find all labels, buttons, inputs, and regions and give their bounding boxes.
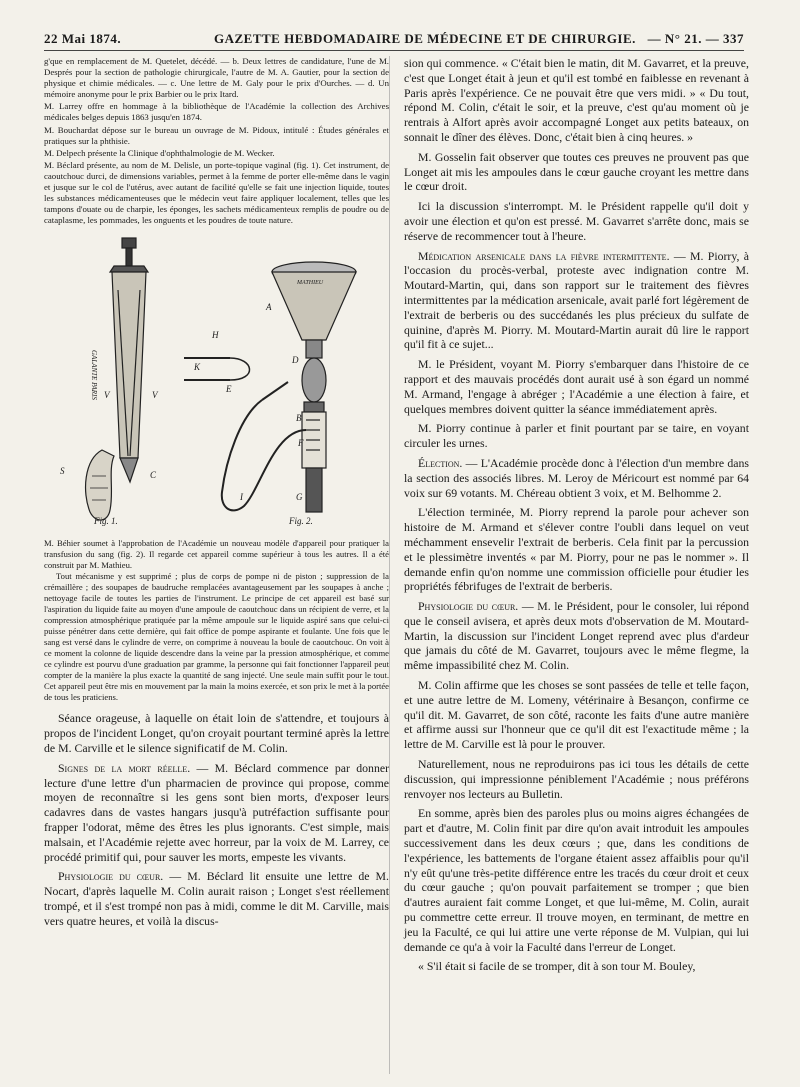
- paragraph-text: L'élection terminée, M. Piorry reprend la parole pour achever son histoire de M. Armand et s'élever contre l'oubli dans lequel on veut méchamment ensevelir l'extrait de berberis. Cela finit par la percussion et le plessimètre inventés « par M. Piorry, pour ne pas le nommer ». Il demande enfin qu'on nomme une commission officielle pour étudier les propriétés fébrifuges de l'extrait de berberis.: [404, 505, 749, 594]
- body-paragraph: [404, 757, 749, 801]
- fig2-label: Fig. 2.: [289, 516, 313, 527]
- left-column: [44, 56, 389, 934]
- letter-H: H: [212, 330, 219, 341]
- note-paragraph: M. Bouchardat dépose sur le bureau un ouvrage de M. Pidoux, intitulé : Études générales et pratiques sur la phthisie.: [44, 124, 389, 146]
- body-paragraph: [404, 249, 749, 353]
- header-issue: — N° 21. — 337: [647, 31, 744, 46]
- paragraph-text: — M. le Président, pour le consoler, lui répond que le conseil avisera, et après deux mots d'observation de M. Moutard-Martin, la discussion sur l'incident Longet reprend avec plus d'ardeur que jamais du côté de M. Gavarret, toujours avec le même flegme, la même impassibilité chez M. Colin.: [404, 599, 750, 673]
- column-divider: [389, 56, 390, 1074]
- paragraph-text: M. le Président, voyant M. Piorry s'embarquer dans l'histoire de ce rapport et des mauvais procédés dont aurait usé à son égard un nommé M. Armand, l'engage à abréger ; l'Académie a une élection à faire, et quelques membres doivent quitter la séance immédiatement après.: [404, 357, 749, 416]
- letter-G: G: [296, 492, 303, 503]
- paragraph-text: — L'Académie procède donc à l'élection d'un membre dans la section des associés libres. M. Leroy de Méricourt est nommé par 64 voix sur 69 votants. M. Chéreau obtient 3 voix, et M. Belhomme 2.: [404, 455, 749, 500]
- body-paragraph: [404, 456, 749, 500]
- body-paragraph: [404, 959, 749, 974]
- paragraph-text: M. Piorry continue à parler et finit pourtant par se taire, en voyant circuler les urnes.: [404, 421, 749, 451]
- header-title: GAZETTE HEBDOMADAIRE DE MÉDECINE ET DE CHIRURGIE.: [214, 31, 636, 46]
- left-top-notes: [44, 56, 389, 226]
- body-paragraph: [404, 505, 749, 594]
- paragraph-text: M. Colin affirme que les choses se sont passées de telle et telle façon, et une autre lettre de M. Lomeny, vétérinaire à Besançon, confirme ce qu'il dit. M. Gavarret, de son côté, raconte les faits d'une autre manière et affirme aussi sur l'honneur que ce qu'il dit est l'exactitude même ; la lettre de M. Carville est là pour le prouver.: [404, 678, 749, 752]
- body-paragraph: [404, 150, 749, 194]
- figure-engraving: [44, 230, 389, 532]
- body-paragraph: [44, 711, 389, 755]
- paragraph-text: « S'il était si facile de se tromper, dit à son tour M. Bouley,: [418, 959, 696, 974]
- header-date: 22 Mai 1874.: [44, 31, 122, 46]
- body-paragraph: [404, 421, 749, 451]
- body-paragraph: [44, 761, 389, 865]
- figure-caption: [44, 538, 389, 703]
- letter-D: D: [292, 355, 299, 366]
- note-paragraph: M. Béclard présente, au nom de M. Delisle, un porte-topique vaginal (fig. 1). Cet instrument, de caoutchouc durci, de dimensions variables, permet à la femme de porter elle-même dans le vagin et jusque sur le col de l'utérus, avec autant de facilité qu'elle se fait une injection liquide, toutes les substances médicamenteuses que le médecin veut faire appliquer localement, telles que les tampons d'ouate ou de charpie, les éponges, les sachets médicamenteux remplis de poudre ou de cataplasme, les pommades, les onguents et les poudres de toute nature.: [44, 159, 389, 226]
- letter-F: F: [298, 438, 304, 449]
- paragraph-text: En somme, après bien des paroles plus ou moins aigres échangées de part et d'autre, M. Colin finit par dire qu'on avait introduit les ampoules successivement dans les deux cœurs ; que, dans les conditions de l'expérience, les battements de l'organe étaient assez affaiblis pour qu'il n'y eût qu'une très-petite différence entre les tracés du cœur droit et ceux du cœur gauche ; qu'on pouvait parfaitement se tromper ; que bien d'autres auraient fait comme Longet, et que lui-même, M. Colin, aurait pu commettre cette erreur. Il trouve moyen, en terminant, de mettre en jeu la Faculté, ce qui lui attire une verte réponse de M. Vulpian, qui lui demande ce qu'a à voir la Faculté dans l'erreur de Longet.: [404, 806, 749, 954]
- letter-I: I: [240, 492, 243, 503]
- note-paragraph: M. Delpech présente la Clinique d'ophthalmologie de M. Wecker.: [44, 147, 275, 158]
- body-paragraph: [404, 56, 749, 145]
- caption-paragraph: Tout mécanisme y est supprimé ; plus de corps de pompe ni de piston ; suppression de la crémaillère ; des soupapes de baudruche remplacées avantageusement par les soupapes à anche ; nettoyage facile de toutes les parties de l'instrument. Le principe de cet appareil est basé sur l'aspiration du liquide faite au moyen d'une ampoule de caoutchouc dans un récipient de verre, et la compression atmosphérique pratiquée par la même ampoule sur le liquide aspiré sans que celui-ci puisse pénétrer dans cette dernière, qui fait office de pompe aspirante et foulante. Une fois que le sang est versé dans le cylindre de verre, on comprime à nouveau la boule de caoutchouc. On voit à ce moment la colonne de liquide descendre dans la veine par la pression atmosphérique, et comme ce cylindre est pourvu d'une graduation par gramme, la personne qui fait fonctionner l'appareil peut compter de la manière la plus exacte la quantité de sang injecté. Une seule main suffit pour le tout. Cet appareil peut être mis en mouvement par la main la moins exercée, et son prix le met à la portée de tous les praticiens.: [44, 571, 389, 703]
- note-paragraph: M. Larrey offre en hommage à la bibliothèque de l'Académie la collection des Archives médicales belges depuis 1863 jusqu'en 1874.: [44, 101, 389, 123]
- body-paragraph: [404, 357, 749, 416]
- paragraph-text: Séance orageuse, à laquelle on était loin de s'attendre, et toujours à propos de l'incident Longet, qu'on croyait pourtant terminé après la lettre de M. Carville et le silence significatif de M. Colin.: [44, 711, 389, 755]
- engraving-text-galante: GALANTE PARIS: [90, 350, 98, 401]
- paragraph-text: — M. Béclard lit ensuite une lettre de M. Nocart, d'après laquelle M. Colin aurait raison ; Longet s'est réellement trompé, et il s'est trompé non pas à midi, comme le dit M. Carville, mais vers quatre heures, et voilà la discus-: [44, 869, 389, 928]
- running-header: [44, 28, 744, 51]
- section-lead: Physiologie du cœur.: [58, 869, 164, 884]
- section-lead: Physiologie du cœur.: [418, 599, 519, 614]
- section-lead: Élection.: [418, 455, 463, 470]
- paragraph-text: M. Gosselin fait observer que toutes ces preuves ne prouvent pas que Longet ait mis les ampoules dans le cœur gauche croyant les mettre dans le cœur droit.: [404, 149, 749, 194]
- paragraph-text: — M. Piorry, à l'occasion du procès-verbal, proteste avec indignation contre M. Moutard-Martin, qui, dans son rapport sur le traitement des fièvres intermittentes par la médication arsenicale, avait parlé fort légèrement de l'extrait de berberis ou des succédanés les plus précieux du sulfate de quinine, d'après M. Piorry. M. Moutard-Martin aurait dû lire le rapport qu'il fit à ce sujet...: [404, 248, 750, 352]
- body-paragraph: [44, 869, 389, 928]
- paragraph-text: Ici la discussion s'interrompt. M. le Président rappelle qu'il doit y avoir une élection et qu'on est pressé. M. Gavarret s'arrête donc, mais se réserve de recommencer tout à l'heure.: [404, 199, 749, 243]
- fig1-label: Fig. 1.: [94, 516, 118, 527]
- letter-K: K: [194, 362, 201, 373]
- section-lead: Signes de la mort réelle.: [58, 760, 191, 775]
- section-lead: Médication arsenicale dans la fièvre intermittente.: [418, 248, 670, 263]
- paragraph-text: — M. Béclard commence par donner lecture d'une lettre d'un pharmacien de province qui propose, comme moyen de reconnaître si les gens sont bien morts, d'exposer leurs cadavres dans de vastes hangars jusqu'à putréfaction suffisante pour frapper l'odorat, même des êtres les plus ignorants. C'est simple, mais malsain, et l'Académie rejette avec horreur, par la voix de M. Larrey, ce procédé primitif qui, pour sauver les morts, empeste les vivants.: [44, 760, 390, 864]
- letter-V: V: [104, 390, 110, 401]
- letter-S: S: [60, 466, 65, 477]
- paragraph-text: sion qui commence. « C'était bien le matin, dit M. Gavarret, et la preuve, c'est que Longet était à jeun et qu'il est tombé en faiblesse en revenant à Paris après l'expérience. Ce ne pouvait être que vers midi. » « Du tout, répond M. Colin, c'était le soir, et la preuve, c'est qu'au moment où je rentrais à Alfort après avoir accompagné Longet aux petits bateaux, on sonnait le dîner des élèves. Donc, c'était bien à cinq heures. »: [404, 56, 749, 144]
- letter-E: E: [226, 384, 232, 395]
- letter-V: V: [152, 390, 158, 401]
- letter-B: B: [296, 413, 302, 424]
- letter-A: A: [266, 302, 272, 313]
- body-paragraph: [404, 599, 749, 673]
- paragraph-text: Naturellement, nous ne reproduirons pas ici tous les détails de cette discussion, qui impressionne péniblement l'Académie ; nous préférons renvoyer nos lecteurs au Bulletin.: [404, 757, 749, 801]
- body-paragraph: [404, 678, 749, 752]
- left-body: [44, 711, 389, 928]
- engraving-text-mathieu: MATHIEU: [297, 280, 324, 287]
- fig2-transfusion: [184, 262, 356, 512]
- caption-paragraph: M. Béhier soumet à l'approbation de l'Académie un nouveau modèle d'appareil pour pratiquer la transfusion du sang (fig. 2). Il regarde cet appareil comme supérieur à tous les autres. Il a été construit par M. Mathieu.: [44, 538, 389, 571]
- note-paragraph: g'que en remplacement de M. Quetelet, décédé. — b. Deux lettres de candidature, l'une de M. Després pour la section de pathologie chirurgicale, l'autre de M. A. Gautier, pour la section de physique et chimie médicales. — c. Une lettre de M. Galy pour le prix d'Ourches. — d. Un mémoire anonyme pour le prix Barbier ou le prix Itard.: [44, 56, 389, 100]
- body-paragraph: [404, 199, 749, 243]
- body-paragraph: [404, 806, 749, 954]
- right-column: [404, 56, 749, 979]
- letter-C: C: [150, 470, 157, 481]
